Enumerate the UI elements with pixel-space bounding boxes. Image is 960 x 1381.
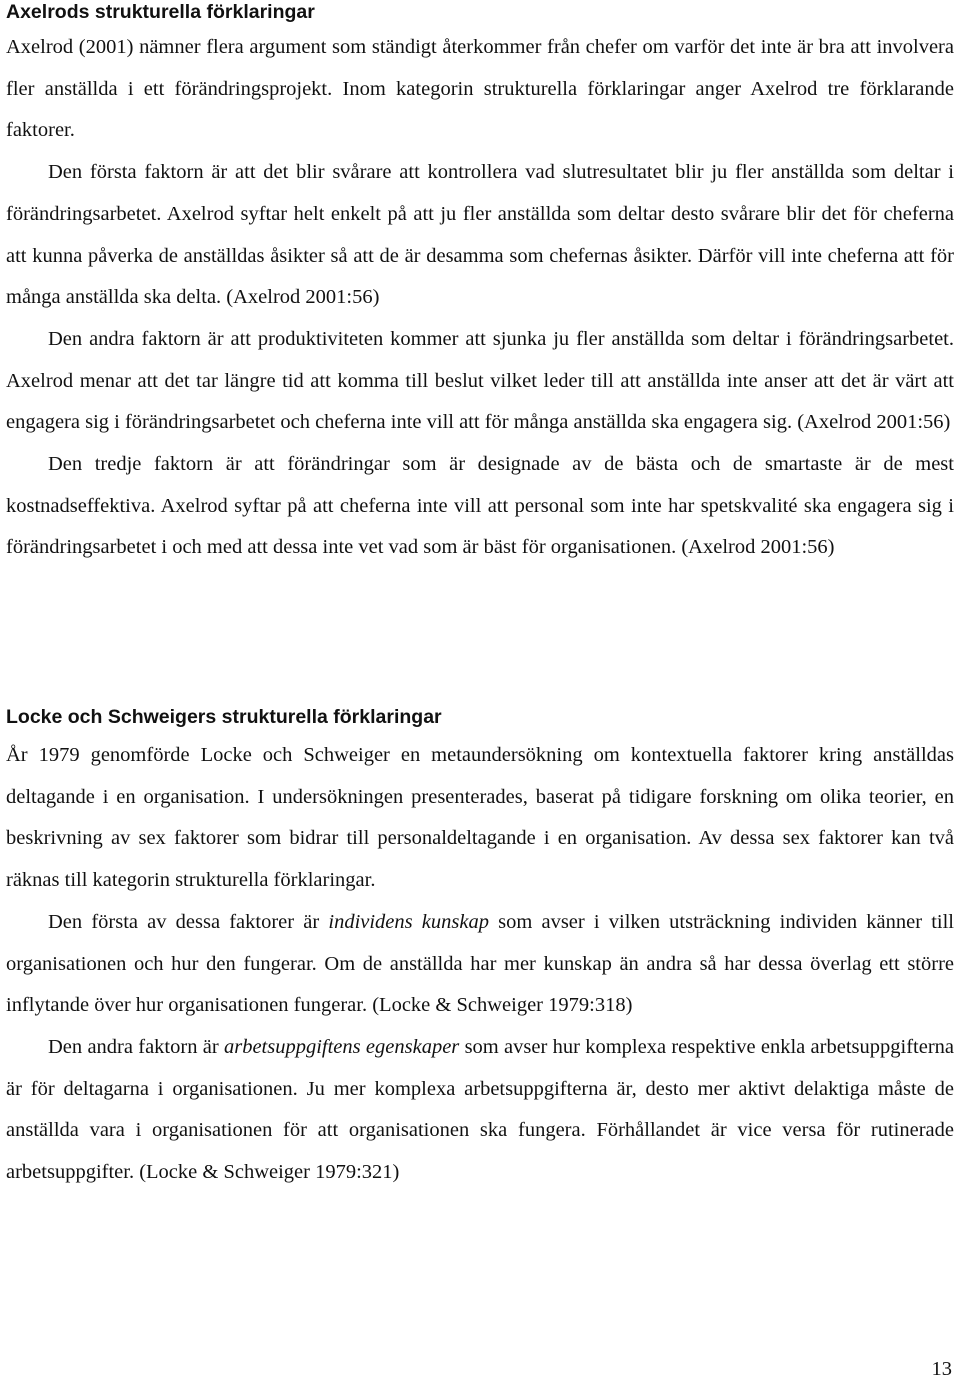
- paragraph-second-factor: Den andra faktorn är att produktiviteten kommer att sjunka ju fler anställda som deltar i förändringsarbetet. Axelrod menar att det tar längre tid att komma till beslut vilket leder till att anställda inte anser att det är värt att engagera sig i förändringsarbetet och cheferna inte vill att för många anställda ska engagera sig. (Axelrod 2001:56): [6, 327, 954, 434]
- text-span: Den första av dessa faktorer är: [48, 910, 329, 933]
- paragraph-third-factor: Den tredje faktorn är att förändringar som är designade av de bästa och de smartaste är de mest kostnadseffektiva. Axelrod syftar på att cheferna inte vill att personal som inte har spetskvalité ska engagera sig i förändringsarbetet i och med att dessa inte vet vad som är bäst för organisationen. (Axelrod 2001:56): [6, 453, 954, 559]
- paragraph-intro: Axelrod (2001) nämner flera argument som ständigt återkommer från chefer om varför det inte är bra att involvera fler anställda i ett förändringsprojekt. Inom kategorin strukturella förklaringar anger Axelrod tre förklarande faktorer.: [6, 36, 954, 142]
- section-heading-axelrod: Axelrods strukturella förklaringar: [6, 1, 315, 23]
- text-span: som avser i vilken utsträckning individen känner till organisationen och hur den fungerar. Om de anställda har mer kunskap än andra så har dessa överlag ett större inflytande över hur organisationen fungerar. (Locke & Schweiger 1979:318): [6, 910, 954, 1017]
- paragraph-first-factor: Den första faktorn är att det blir svårare att kontrollera vad slutresultatet blir ju fler anställda som deltar i förändringsarbetet. Axelrod syftar helt enkelt på att ju fler anställda som deltar desto svårare blir det för cheferna att kunna påverka de anställdas åsikter så att de är desamma som chefernas åsikter. Därför vill inte cheferna att för många anställda ska delta. (Axelrod 2001:56): [6, 161, 954, 309]
- term-individual-knowledge: individens kunskap: [328, 910, 489, 933]
- text-span: Den andra faktorn är: [48, 1035, 224, 1058]
- section-heading-locke-schweiger: Locke och Schweigers strukturella förklaringar: [6, 706, 442, 728]
- paragraph-task-characteristics: [6, 1027, 954, 1194]
- text-span: som avser hur komplexa respektive enkla arbetsuppgifterna är för deltagarna i organisationen. Ju mer komplexa arbetsuppgifterna är, desto mer aktivt delaktiga måste de anställda vara i organisationen för att organisationen ska fungera. Förhållandet är vice versa för rutinerade arbetsuppgifter. (Locke & Schweiger 1979:321): [6, 1035, 954, 1184]
- paragraph-individual-knowledge: [6, 902, 954, 1027]
- section-locke-schweiger-body: [6, 735, 954, 1194]
- page-number: 13: [931, 1358, 952, 1380]
- term-task-characteristics: arbetsuppgiftens egenskaper: [223, 1035, 460, 1058]
- paragraph-metastudy: År 1979 genomförde Locke och Schweiger en metaundersökning om kontextuella faktorer kring anställdas deltagande i en organisation. I undersökningen presenterades, baserat på tidigare forskning om olika teorier, en beskrivning av sex faktorer som bidrar till personaldeltagande i en organisation. Av dessa sex faktorer kan två räknas till kategorin strukturella förklaringar.: [6, 744, 954, 892]
- section-axelrod-body: [6, 27, 954, 569]
